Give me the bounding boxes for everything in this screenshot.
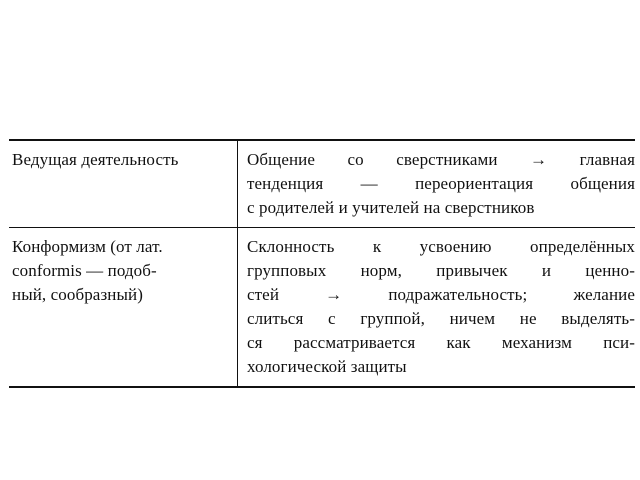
term-cell [9, 141, 238, 227]
table-row-leading-activity [9, 141, 635, 227]
description-cell [238, 141, 635, 227]
table-row-conformism [9, 227, 635, 386]
definition-table [9, 139, 635, 388]
description-line: групповых норм, привычек и ценно- [247, 261, 635, 280]
term-line: Конформизм (от лат. [12, 237, 163, 256]
description-line: слиться с группой, ничем не выделять- [247, 309, 635, 328]
description-line: ся рассматривается как механизм пси- [247, 333, 635, 352]
description-line: тенденция — переориентация общения [247, 174, 635, 193]
description-line: Общение со сверстниками → главная [247, 150, 635, 169]
term-line: conformis — подоб- [12, 261, 157, 280]
term-line: Ведущая деятельность [12, 150, 179, 169]
term-line: ный, сообразный) [12, 285, 143, 304]
description-line: Склонность к усвоению определённых [247, 237, 635, 256]
description-cell [238, 228, 635, 386]
description-line: с родителей и учителей на сверстников [247, 198, 535, 217]
description-line: хологической защиты [247, 357, 407, 376]
term-cell [9, 228, 238, 386]
description-line: стей → подражательность; желание [247, 285, 635, 304]
